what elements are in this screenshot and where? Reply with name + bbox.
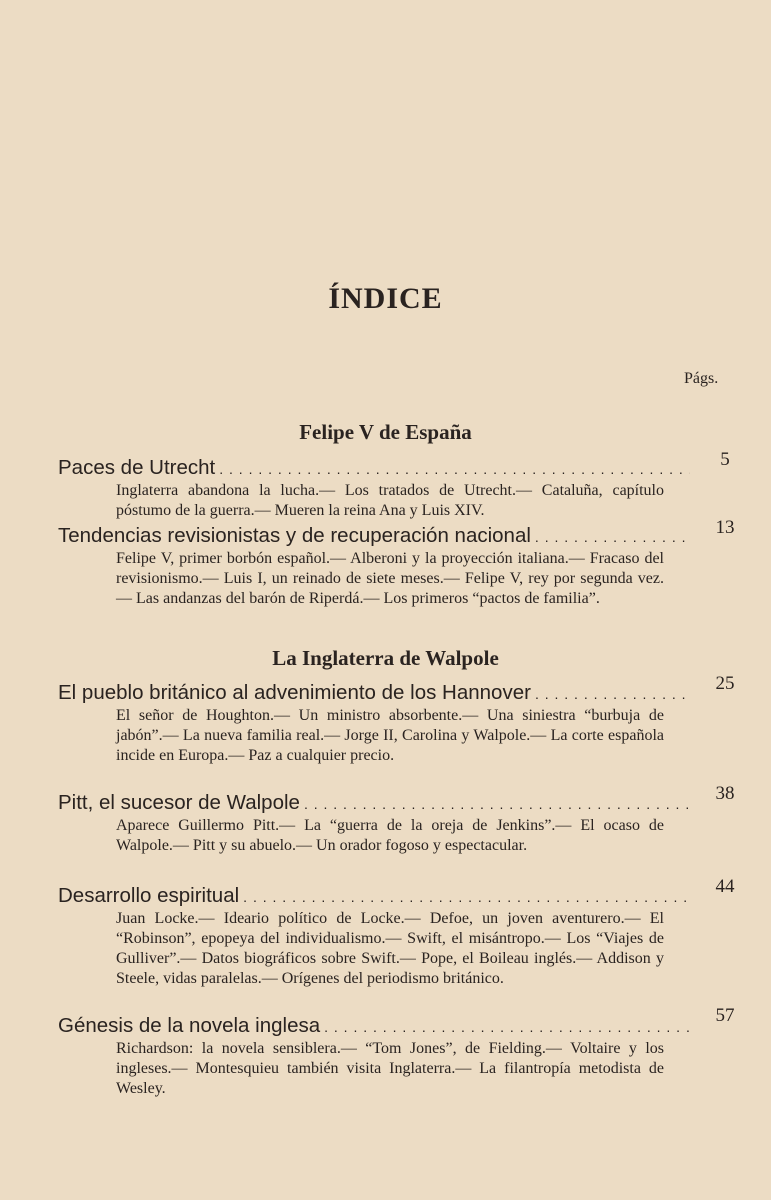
index-entry bbox=[58, 790, 690, 856]
entry-page-number: 57 bbox=[715, 1005, 735, 1026]
entry-title: Paces de Utrecht bbox=[58, 456, 216, 479]
part-heading-felipe-v: Felipe V de España bbox=[299, 420, 472, 444]
dot-leader bbox=[535, 523, 690, 549]
entry-title: Pitt, el sucesor de Walpole bbox=[58, 791, 300, 814]
entry-title: Génesis de la novela inglesa bbox=[58, 1014, 321, 1037]
entry-title: Tendencias revisionistas y de recuperación nacional bbox=[58, 524, 531, 547]
dot-leader bbox=[219, 455, 690, 481]
entry-page-number: 25 bbox=[715, 673, 735, 694]
entry-title: El pueblo británico al advenimiento de los Hannover bbox=[58, 681, 531, 704]
entry-page-number: 5 bbox=[720, 449, 730, 470]
dot-leader bbox=[243, 883, 690, 909]
entry-description: Inglaterra abandona la lucha.— Los tratados de Utrecht.— Cataluña, capítulo póstumo de la guerra.— Mueren la reina Ana y Luis XIV. bbox=[116, 482, 664, 519]
index-entry bbox=[58, 455, 690, 521]
index-entry bbox=[58, 523, 690, 609]
index-entry bbox=[58, 680, 690, 766]
entry-description: Richardson: la novela sensiblera.— “Tom Jones”, de Fielding.— Voltaire y los ingleses.— Montesquieu también visita Inglaterra.— La filantropía metodista de Wesley. bbox=[116, 1040, 664, 1097]
entry-description: Aparece Guillermo Pitt.— La “guerra de la oreja de Jenkins”.— El ocaso de Walpole.— Pitt y su abuelo.— Un orador fogoso y espectacular. bbox=[116, 817, 664, 854]
pages-column-label: Págs. bbox=[684, 370, 719, 387]
entry-title: Desarrollo espiritual bbox=[58, 884, 240, 907]
entry-description: Felipe V, primer borbón español.— Alberoni y la proyección italiana.— Fracaso del revisionismo.— Luis I, un reinado de siete meses.— Felipe V, rey por segunda vez.— Las andanzas del barón de Riperdá.— Los primeros “pactos de familia”. bbox=[116, 550, 664, 607]
dot-leader bbox=[535, 680, 690, 706]
index-entry bbox=[58, 883, 690, 989]
dot-leader bbox=[324, 1013, 690, 1039]
entry-description: El señor de Houghton.— Un ministro absorbente.— Una siniestra “burbuja de jabón”.— La nueva familia real.— Jorge II, Carolina y Walpole.— La corte española incide en Europa.— Paz a cualquier precio. bbox=[116, 707, 664, 764]
entry-page-number: 44 bbox=[715, 876, 735, 897]
index-entry bbox=[58, 1013, 690, 1099]
dot-leader bbox=[304, 790, 690, 816]
page-title: ÍNDICE bbox=[328, 282, 443, 315]
entry-description: Juan Locke.— Ideario político de Locke.— Defoe, un joven aventurero.— El “Robinson”, epopeya del individualismo.— Swift, el misántropo.— Los “Viajes de Gulliver”.— Datos biográficos sobre Swift.— Pope, el Boileau inglés.— Addison y Steele, vidas paralelas.— Orígenes del periodismo británico. bbox=[116, 910, 664, 987]
entry-page-number: 38 bbox=[715, 783, 735, 804]
part-heading-walpole: La Inglaterra de Walpole bbox=[272, 646, 499, 670]
entry-page-number: 13 bbox=[715, 517, 735, 538]
